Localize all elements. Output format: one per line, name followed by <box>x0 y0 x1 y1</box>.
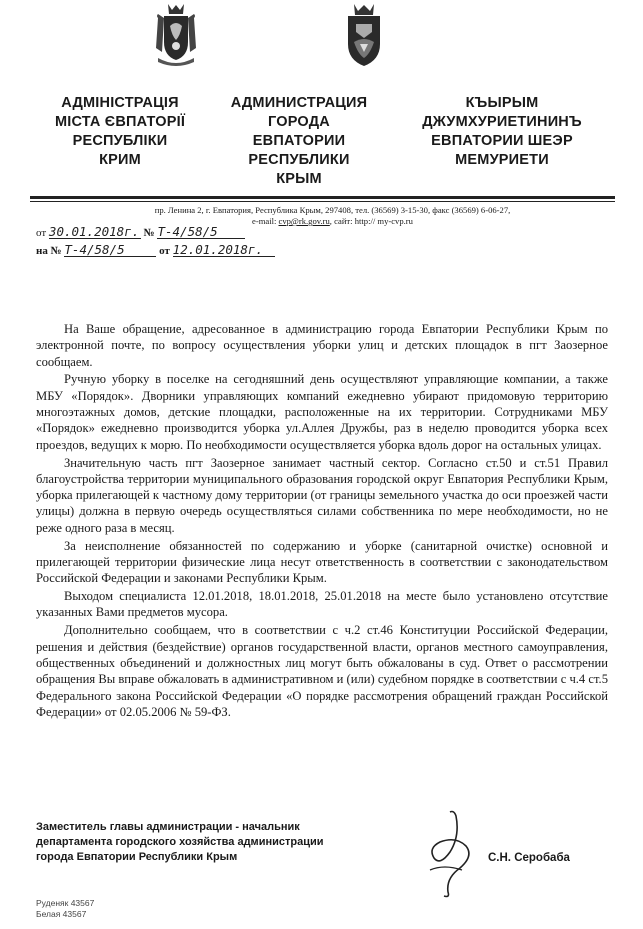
body-paragraph: Ручную уборку в поселке на сегодняшний день осуществляют управляющие компании, а также МБУ «Порядок». Дворники управляющих компаний ежедневно убирают придомовую территорию многоэтажных домов, детские площадки, расположенные на их территории. Сотрудниками МБУ «Порядок» ежедневно производится уборка ул.Аллея Дружбы, раз в неделю проводится уборка всех проездов, ведущих к морю. По необходимости осуществляется уборка вдоль дорог на остальных улицах. <box>36 372 608 452</box>
site-label: , сайт: <box>329 216 355 226</box>
header-russian-line: АДМИНИСТРАЦИЯ <box>230 95 368 111</box>
email-label: e-mail: <box>252 216 279 226</box>
body-paragraph: Дополнительно сообщаем, что в соответствии с ч.2 ст.46 Конституции Российской Федерации, решения и действия (бездействие) органов государственной власти, органов местного самоуправления, общественных объединений и должностных лиц могут быть обжалованы в суд. Ответ о рассмотрении обращения Вы вправе обжаловать в административном и (или) судебном порядке в соответствии с ч.4 ст.5 Федерального закона Российской Федерации «О порядке рассмотрения обращений граждан Российской Федерации» от 02.05.2006 № 59-ФЗ. <box>36 623 608 719</box>
outgoing-number: Т-4/58/5 <box>157 225 245 239</box>
contacts-address: пр. Ленина 2, г. Евпатория, Республика Крым, 297408, тел. (36569) 3-15-30, факс (36569) 6-06-27, <box>154 205 511 215</box>
to-from-label: от <box>159 245 170 257</box>
signer-position <box>36 820 324 865</box>
header-crimean-tatar-line: КЪЫРЫМ <box>465 95 539 111</box>
header-divider-thick <box>30 196 615 199</box>
header-russian-line: КРЫМ <box>276 171 322 187</box>
body-paragraph: На Ваше обращение, адресованное в администрацию города Евпатории Республики Крым по электронной почте, по вопросу осуществления уборки улиц и детских площадок в пгт Заозерное сообщаем. <box>36 322 608 369</box>
from-label: от <box>36 227 47 239</box>
incoming-date: 12.01.2018г. <box>173 243 275 257</box>
header-crimean-tatar-line: МЕМУРИЕТИ <box>455 152 549 168</box>
header-russian-line: ЕВПАТОРИИ <box>252 133 346 149</box>
header-divider-thin <box>30 201 615 202</box>
header-ukrainian-line: КРИМ <box>99 152 141 168</box>
signer-position-line: города Евпатории Республики Крым <box>36 851 238 863</box>
number-label: № <box>143 227 155 239</box>
signer-position-line: департамента городского хозяйства администрации <box>36 836 324 848</box>
body-paragraph: Значительную часть пгт Заозерное занимает частный сектор. Согласно ст.50 и ст.51 Правил благоустройства территории муниципального образования городской округ Евпатория Республики Крым, уборка прилегающей к частному дому территории (от границы земельного участка до оси проезжей части улицы) должна в первую очередь осуществляться силами собственника по мере необходимости, но не реже одного раза в месяц. <box>36 455 608 535</box>
header-crimean-tatar <box>388 94 616 170</box>
header-ukrainian <box>30 94 210 170</box>
header-russian-line: РЕСПУБЛИКИ <box>248 152 350 168</box>
header-ukrainian-line: МІСТА ЄВПАТОРІЇ <box>54 114 186 130</box>
site-link[interactable]: http:// my-cvp.ru <box>354 216 413 226</box>
header-crimean-tatar-line: ЕВПАТОРИИ ШЕЭР <box>431 133 573 149</box>
handwritten-signature <box>420 808 482 900</box>
email-link[interactable]: cvp@rk.gov.ru <box>278 216 330 226</box>
header-russian-line: ГОРОДА <box>268 114 330 130</box>
header-russian <box>215 94 383 189</box>
incoming-reference <box>36 243 275 258</box>
header-crimean-tatar-line: ДЖУМХУРИЕТИНИНЪ <box>422 114 582 130</box>
signer-position-line: Заместитель главы администрации - начальник <box>36 821 300 833</box>
body-paragraph: За неисполнение обязанностей по содержанию и уборке (санитарной очистке) основной и прилегающей территории физические лица несут ответственность в соответствии с законодательством Российской Федерации и законами Республики Крым. <box>36 538 608 586</box>
evpatoria-coat-of-arms-icon <box>340 2 388 70</box>
crimea-coat-of-arms-icon <box>152 2 200 70</box>
header-ukrainian-line: АДМІНІСТРАЦІЯ <box>61 95 179 111</box>
letter-body <box>36 321 608 722</box>
body-paragraph: Выходом специалиста 12.01.2018, 18.01.2018, 25.01.2018 на месте было установлено отсутствие указанных Вами предметов мусора. <box>36 589 608 620</box>
to-label: на № <box>36 245 62 257</box>
footer-line: Белая 43567 <box>36 909 87 919</box>
footer-line: Руденяк 43567 <box>36 898 95 908</box>
signer-name: С.Н. Серобаба <box>488 852 570 864</box>
executor-footer <box>36 898 94 920</box>
incoming-number: Т-4/58/5 <box>64 243 156 257</box>
outgoing-reference <box>36 225 245 240</box>
header-ukrainian-line: РЕСПУБЛІКИ <box>72 133 168 149</box>
outgoing-date: 30.01.2018г. <box>48 224 140 239</box>
